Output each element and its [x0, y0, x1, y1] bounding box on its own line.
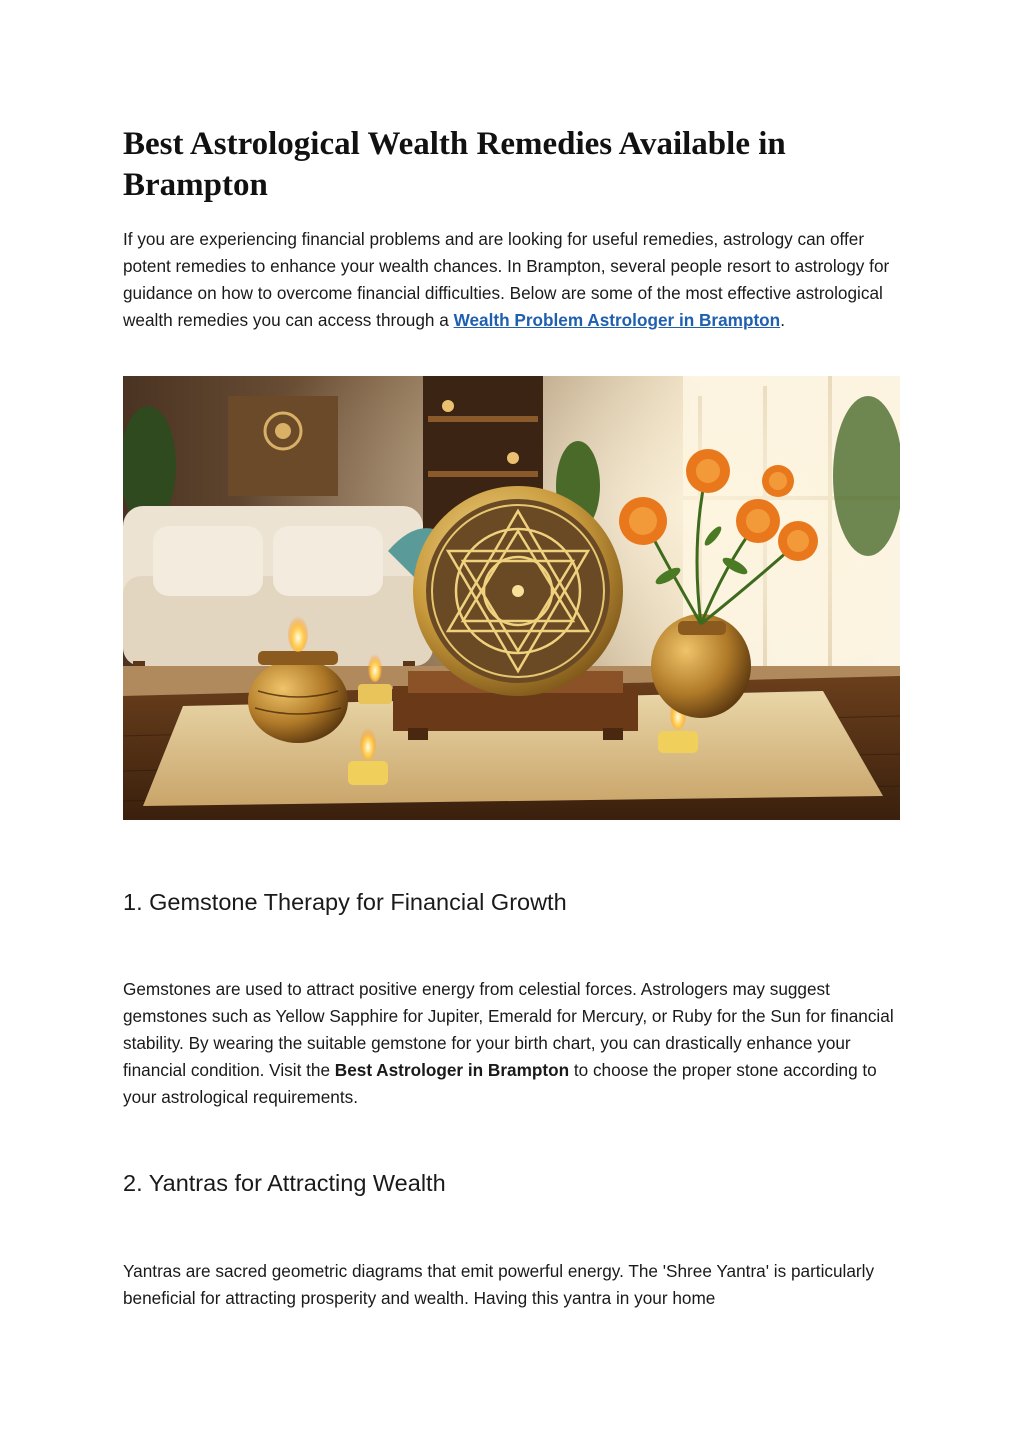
gemstone-text-before: Gemstones are used to attract positive energy from celestial forces. Astrologers may suggest gemstones such as Yellow Sapphire for Jupiter, Emerald for Mercury, or Ruby for the Sun for financial stability. By wearing the suitable gemstone for your birth chart, you can drastically enhance your financial condition. Visit the	[123, 979, 894, 1080]
yantras-paragraph: Yantras are sacred geometric diagrams that emit powerful energy. The 'Shree Yantra' is particularly beneficial for attracting prosperity and wealth. Having this yantra in your home	[123, 1261, 875, 1308]
wealth-astrologer-link[interactable]: Wealth Problem Astrologer in Brampton	[453, 310, 781, 330]
best-astrologer-bold: Best Astrologer in Brampton	[334, 1060, 570, 1080]
hero-image	[123, 376, 900, 820]
intro-paragraph	[123, 226, 903, 334]
page-title: Best Astrological Wealth Remedies Available in Brampton	[123, 126, 786, 203]
section-heading-yantras: 2. Yantras for Attracting Wealth	[123, 1170, 446, 1196]
intro-end: .	[780, 310, 785, 330]
section-heading-gemstone: 1. Gemstone Therapy for Financial Growth	[123, 889, 567, 915]
gemstone-text-after: to choose the proper stone according to your astrological requirements.	[123, 1060, 877, 1107]
intro-text: If you are experiencing financial problems and are looking for useful remedies, astrology can offer potent remedies to enhance your wealth chances. In Brampton, several people resort to astrology for guidance on how to overcome financial difficulties. Below are some of the most effective astrological wealth remedies you can access through a	[123, 229, 890, 330]
gemstone-paragraph	[123, 976, 903, 1111]
